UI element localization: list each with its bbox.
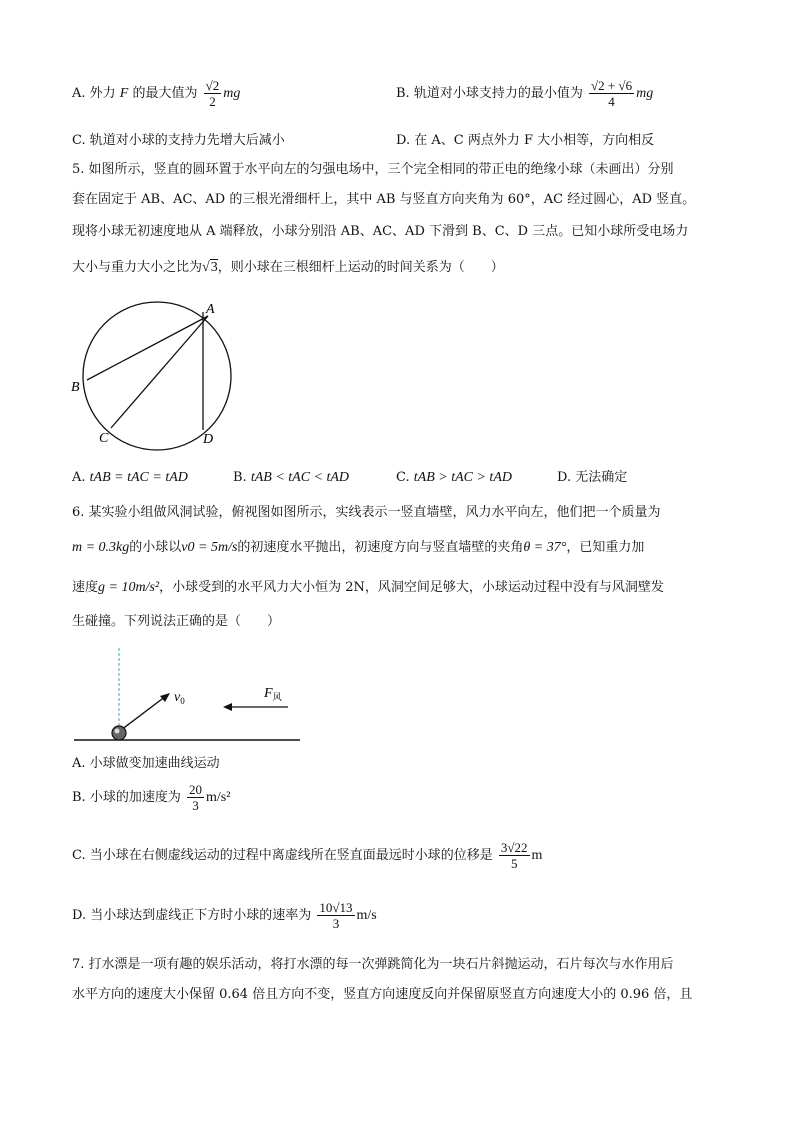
q6-v0-label: $v_0$ bbox=[174, 690, 185, 706]
q5-line-4: 大小与重力大小之比为√3，则小球在三根细杆上运动的时间关系为（ ） bbox=[72, 260, 504, 275]
q4-option-a-unit: mg bbox=[223, 86, 241, 101]
q6-option-c-fraction: $\frac{3√22}{5}$ bbox=[500, 840, 528, 871]
q6-line-2: m = 0.3kg的小球以v0 = 5m/s的初速度水平抛出，初速度方向与竖直墙壁的夹角θ = 37°，已知重力加 bbox=[72, 540, 645, 555]
q5-option-b-expr: tAB < tAC < tAD bbox=[250, 470, 350, 485]
q5-label-d: D bbox=[203, 432, 214, 447]
q5-option-c[interactable]: C. tAB > tAC > tAD bbox=[396, 470, 512, 485]
q4-option-b-fraction: $\frac{√2 + √6}{4}$ bbox=[590, 78, 633, 109]
q6-ball-highlight bbox=[115, 729, 120, 734]
q6-option-b[interactable]: B. 小球的加速度为 $\frac{20}{3}$ m/s² bbox=[72, 782, 231, 813]
q4-option-b-text: B. 轨道对小球支持力的最小值为 bbox=[396, 86, 583, 101]
q5-option-d[interactable]: D. 无法确定 bbox=[557, 470, 628, 485]
q7-line-2: 水平方向的速度大小保留 0.64 倍且方向不变，竖直方向速度反向并保留原竖直方向速度大小的 0.96 倍，且 bbox=[72, 987, 693, 1002]
q6-angle: θ = 37° bbox=[523, 540, 567, 555]
q6-ball bbox=[112, 726, 126, 740]
q4-option-a-var: F bbox=[119, 86, 129, 101]
q5-label-b: B bbox=[71, 380, 80, 395]
q6-line-3: 速度g = 10m/s²，小球受到的水平风力大小恒为 2N，风洞空间足够大，小球运动过程中没有与风洞壁发 bbox=[72, 580, 664, 595]
q6-option-c[interactable]: C. 当小球在右侧虚线运动的过程中离虚线所在竖直面最远时小球的位移是 $\frac{3√22}{5}$ m bbox=[72, 840, 543, 871]
q5-ratio-sqrt: 3 bbox=[210, 260, 218, 275]
q6-mass: m = 0.3kg bbox=[72, 540, 130, 555]
q5-label-c: C bbox=[99, 431, 109, 446]
q4-option-b-unit: mg bbox=[636, 86, 654, 101]
q5-rod-ac bbox=[111, 316, 208, 428]
q4-option-a-prefix: A. 外力 bbox=[72, 86, 116, 101]
q6-wind-label: $F_风$ bbox=[264, 686, 282, 702]
q5-option-a[interactable]: A. tAB = tAC = tAD bbox=[72, 470, 188, 485]
q5-label-a: A bbox=[206, 302, 215, 317]
q6-line-1: 6. 某实验小组做风洞试验，俯视图如图所示，实线表示一竖直墙壁，风力水平向左，他们把一个质量为 bbox=[72, 505, 661, 520]
q6-velocity: v0 = 5m/s bbox=[181, 540, 238, 555]
q4-option-d[interactable]: D. 在 A、C 两点外力 F 大小相等，方向相反 bbox=[396, 133, 655, 148]
q6-option-b-fraction: $\frac{20}{3}$ bbox=[188, 782, 202, 813]
q6-gravity: g = 10m/s² bbox=[98, 580, 160, 595]
q6-option-d[interactable]: D. 当小球达到虚线正下方时小球的速率为 $\frac{10√13}{3}$ m/s bbox=[72, 900, 377, 931]
q4-option-c[interactable]: C. 轨道对小球的支持力先增大后减小 bbox=[72, 133, 285, 148]
q6-v0-arrowhead bbox=[160, 693, 170, 702]
q5-option-a-expr: tAB = tAC = tAD bbox=[89, 470, 188, 485]
q5-option-b[interactable]: B. tAB < tAC < tAD bbox=[233, 470, 350, 485]
q6-wind-tunnel-figure bbox=[70, 644, 306, 748]
q7-line-1: 7. 打水漂是一项有趣的娱乐活动，将打水漂的每一次弹跳简化为一块石片斜抛运动，石片每次与水作用后 bbox=[72, 957, 674, 972]
q6-line-4: 生碰撞。下列说法正确的是（ ） bbox=[72, 614, 281, 629]
q5-line-3: 现将小球无初速度地从 A 端释放，小球分别沿 AB、AC、AD 下滑到 B、C、D 三点。已知小球所受电场力 bbox=[72, 224, 689, 239]
q4-option-a[interactable] bbox=[72, 78, 240, 109]
q5-option-c-expr: tAB > tAC > tAD bbox=[413, 470, 512, 485]
q5-ring bbox=[83, 302, 231, 450]
q6-option-d-fraction: $\frac{10√13}{3}$ bbox=[319, 900, 353, 931]
q6-wind-arrowhead bbox=[223, 703, 232, 711]
q6-option-a[interactable]: A. 小球做变加速曲线运动 bbox=[72, 756, 220, 771]
q5-circle-figure bbox=[68, 298, 248, 454]
q4-option-a-text: 的最大值为 bbox=[132, 86, 198, 101]
q4-option-b[interactable] bbox=[396, 78, 653, 109]
q4-option-a-fraction: $\frac{√2}{2}$ bbox=[205, 78, 220, 109]
q6-v0-arrow bbox=[121, 696, 166, 730]
q5-rod-ab bbox=[87, 316, 208, 380]
q5-line-1: 5. 如图所示，竖直的圆环置于水平向左的匀强电场中，三个完全相同的带正电的绝缘小球（未画出）分别 bbox=[72, 162, 674, 177]
q5-line-2: 套在固定于 AB、AC、AD 的三根光滑细杆上，其中 AB 与竖直方向夹角为 60°，AC 经过圆心，AD 竖直。 bbox=[72, 192, 696, 207]
